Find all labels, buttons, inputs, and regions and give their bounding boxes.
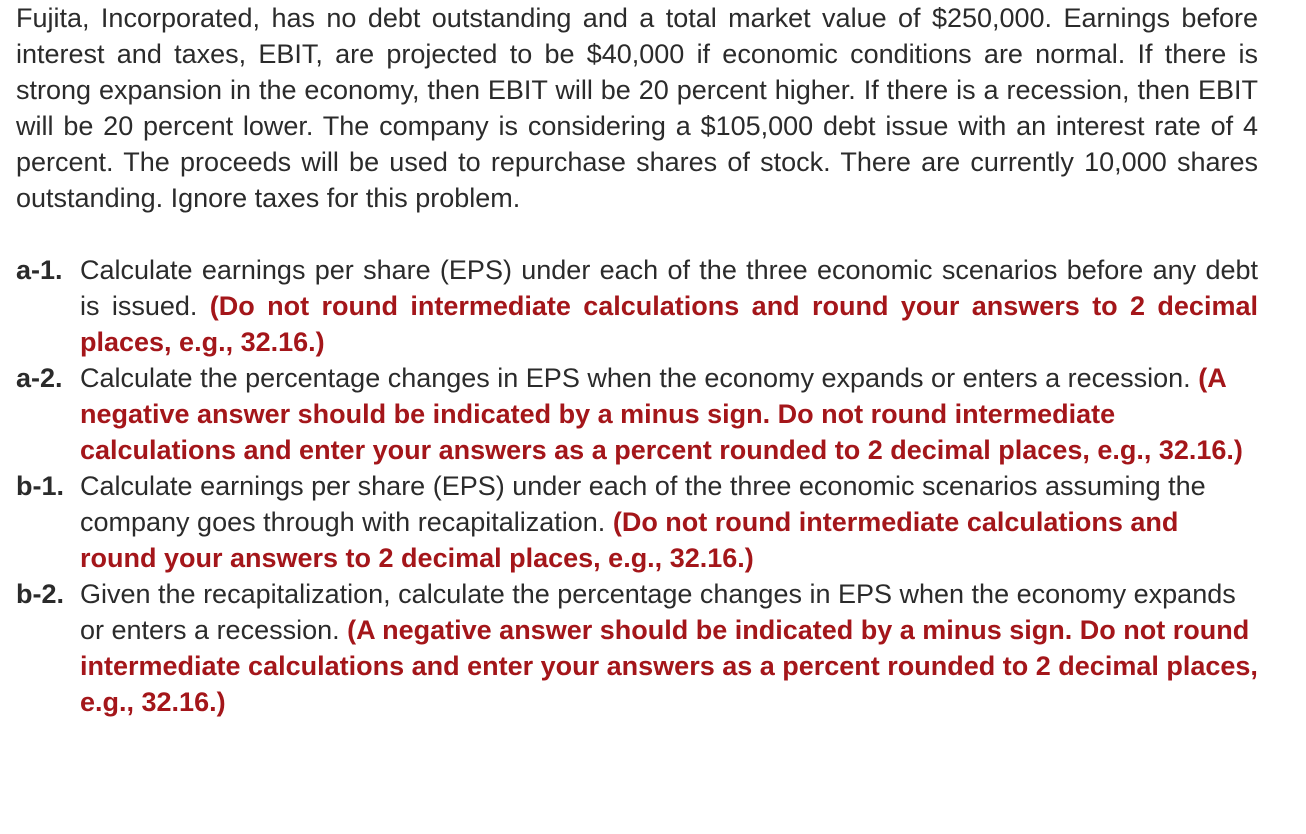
question-body (80, 360, 1258, 468)
problem-intro: Fujita, Incorporated, has no debt outstanding and a total market value of $250,000. Earnings before interest and taxes, EBIT, are projected to be $40,000 if economic conditions are normal. If there is strong expansion in the economy, then EBIT will be 20 percent higher. If there is a recession, then EBIT will be 20 percent lower. The company is considering a $105,000 debt issue with an interest rate of 4 percent. The proceeds will be used to repurchase shares of stock. There are currently 10,000 shares outstanding. Ignore taxes for this problem. (16, 3, 1258, 213)
question-instruction: (Do not round intermediate calculations and round your answers to 2 decimal places, e.g., 32.16.) (80, 507, 1179, 573)
question-body (80, 252, 1258, 360)
question-list (16, 252, 1258, 720)
question-text: Given the recapitalization, calculate the percentage changes in EPS when the economy expands or enters a recession. (80, 579, 1236, 645)
question-text: Calculate earnings per share (EPS) under each of the three economic scenarios before any debt is issued. (80, 255, 1258, 321)
question-body (80, 468, 1258, 576)
question-label: a-1. (16, 255, 63, 285)
question-instruction: (A negative answer should be indicated by a minus sign. Do not round intermediate calculations and enter your answers as a percent rounded to 2 decimal places, e.g., 32.16.) (80, 615, 1258, 717)
question-text: Calculate the percentage changes in EPS when the economy expands or enters a recession. (80, 363, 1191, 393)
question-body (80, 576, 1258, 720)
question-a2 (16, 360, 1258, 468)
question-a1 (16, 252, 1258, 360)
question-label: a-2. (16, 363, 63, 393)
question-b2 (16, 576, 1258, 720)
question-label: b-2. (16, 579, 65, 609)
question-instruction: (A negative answer should be indicated by a minus sign. Do not round intermediate calculations and enter your answers as a percent rounded to 2 decimal places, e.g., 32.16.) (80, 363, 1243, 465)
question-text: Calculate earnings per share (EPS) under each of the three economic scenarios assuming the company goes through with recapitalization. (80, 471, 1206, 537)
question-instruction: (Do not round intermediate calculations and round your answers to 2 decimal places, e.g., 32.16.) (80, 291, 1258, 357)
question-label: b-1. (16, 471, 65, 501)
question-b1 (16, 468, 1258, 576)
